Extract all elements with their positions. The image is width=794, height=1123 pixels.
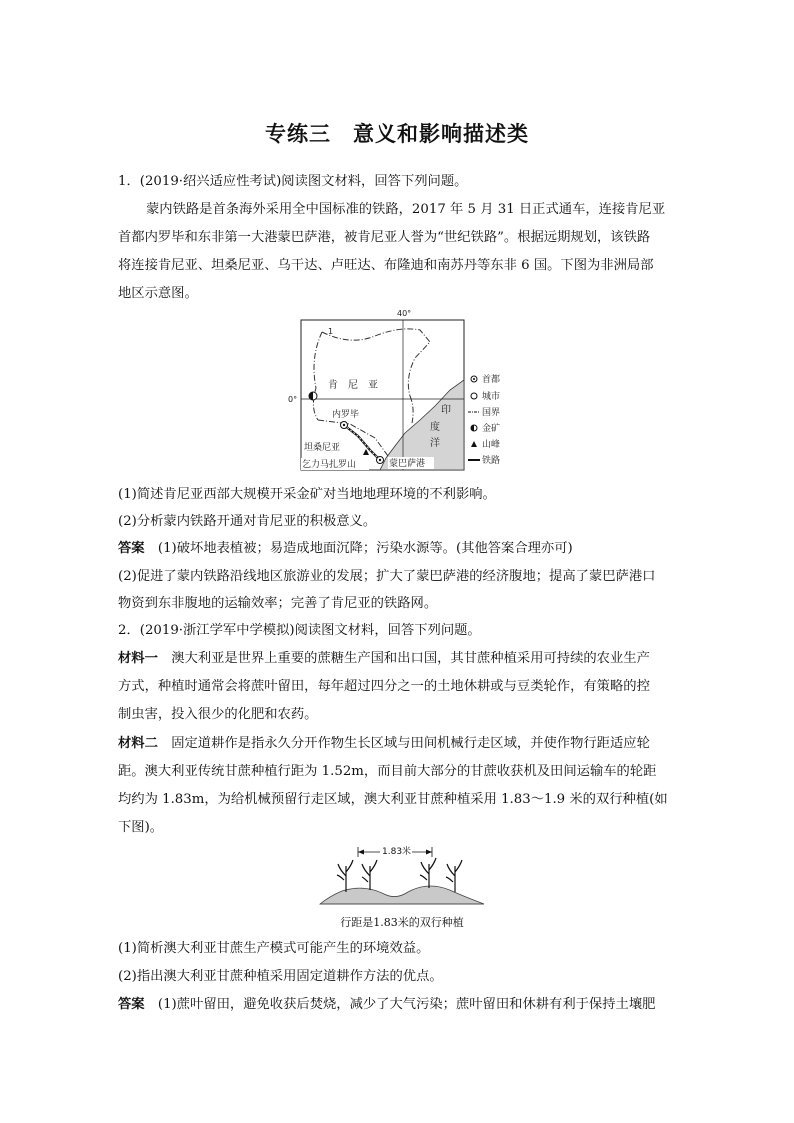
- city-label-nairobi: 内罗毕: [332, 410, 360, 420]
- q1-para-line: 首都内罗毕和东非第一大港蒙巴萨港，被肯尼亚人誉为“世纪铁路”。根据远期规划，该铁路: [118, 230, 651, 245]
- legend-item: 城市: [482, 392, 501, 402]
- q2-sub-question: (2)指出澳大利亚甘蔗种植采用固定道耕作方法的优点。: [118, 969, 443, 984]
- ocean-label: 印: [441, 405, 451, 416]
- cane-plant: [362, 860, 377, 890]
- figure-caption: 行距是1.83米的双行种植: [340, 916, 464, 929]
- q2-answer-line: [118, 996, 678, 1014]
- legend-item: 铁路: [482, 456, 501, 466]
- legend-item: 国界: [482, 408, 501, 418]
- ocean-label: 洋: [430, 438, 440, 449]
- material-label: 材料二: [118, 736, 158, 751]
- q1-para-line: 蒙内铁路是首条海外采用全中国标准的铁路，2017 年 5 月 31 日正式通车，连接肯尼亚: [146, 202, 666, 217]
- q2-sub-question: (1)简析澳大利亚甘蔗生产模式可能产生的环境效益。: [118, 941, 430, 956]
- port-label: 蒙巴萨港: [389, 459, 426, 469]
- dimension-label: 1.83米: [382, 847, 412, 857]
- country-label-kenya: 肯 尼 亚: [328, 380, 378, 391]
- q2-material-line: [118, 735, 678, 753]
- map-legend: [468, 373, 500, 466]
- answer-label: 答案: [118, 997, 145, 1012]
- q1-sub-question: (1)简述肯尼亚西部大规模开采金矿对当地地理环境的不利影响。: [118, 487, 496, 502]
- q2-material-line: 方式，种植时通常会将蔗叶留田，每年超过四分之一的土地休耕或与豆类轮作，有策略的控: [118, 679, 650, 694]
- longitude-label: 40°: [397, 309, 412, 318]
- material-label: 材料一: [118, 651, 158, 666]
- q2-header: 2．(2019·浙江学军中学模拟)阅读图文材料，回答下列问题。: [118, 623, 481, 638]
- ridge-ground: [320, 886, 484, 904]
- q1-para-line: 地区示意图。: [118, 286, 198, 301]
- q1-para-line: 将连接肯尼亚、坦桑尼亚、乌干达、卢旺达、布隆迪和南苏丹等东非 6 国。下图为非洲局部: [118, 258, 654, 273]
- q1-answer-line: [118, 540, 678, 558]
- q1-answer-line: (2)促进了蒙内铁路沿线地区旅游业的发展；扩大了蒙巴萨港的经济腹地；提高了蒙巴萨港口: [118, 569, 656, 584]
- cane-plant: [420, 858, 436, 888]
- answer-text: (1)破坏地表植被；易造成地面沉降；污染水源等。(其他答案合理亦可): [157, 541, 573, 556]
- q2-material-line: 均约为 1.83m，为给机械预留行走区域，澳大利亚甘蔗种植采用 1.83～1.9 米的双行种植(如: [118, 792, 668, 807]
- q2-material-line: [118, 650, 678, 668]
- material-text: 固定道耕作是指永久分开作物生长区域与田间机械行走区域，并使作物行距适应轮: [171, 736, 650, 751]
- sugarcane-figure: [318, 840, 486, 912]
- ocean-label: 度: [430, 422, 440, 433]
- legend-item: 首都: [482, 375, 501, 385]
- answer-text: (1)蔗叶留田，避免收获后焚烧，减少了大气污染；蔗叶留田和休耕有利于保持土壤肥: [157, 997, 656, 1012]
- q2-material-line: 制虫害，投入很少的化肥和农药。: [118, 707, 318, 722]
- cane-plant: [446, 860, 462, 892]
- boundary-number: 1: [328, 327, 334, 336]
- q2-material-line: 下图)。: [118, 820, 164, 835]
- q1-sub-question: (2)分析蒙内铁路开通对肯尼亚的积极意义。: [118, 514, 377, 529]
- africa-map: [280, 308, 520, 473]
- legend-item: 金矿: [482, 424, 501, 434]
- answer-label: 答案: [118, 541, 145, 556]
- latitude-label: 0°: [288, 395, 298, 404]
- q2-material-line: 距。澳大利亚传统甘蔗种植行距为 1.52m，而目前大部分的甘蔗收获机及田间运输车的轮距: [118, 764, 657, 779]
- cane-plant: [337, 860, 353, 892]
- country-label-tanzania: 坦桑尼亚: [304, 443, 341, 453]
- page-title: 专练三 意义和影响描述类: [265, 122, 529, 146]
- legend-item: 山峰: [482, 440, 501, 450]
- q1-answer-line: 物资到东非腹地的运输效率；完善了肯尼亚的铁路网。: [118, 596, 438, 611]
- q1-header: 1．(2019·绍兴适应性考试)阅读图文材料，回答下列问题。: [118, 174, 468, 189]
- peak-label: 乞力马扎罗山: [302, 460, 357, 470]
- material-text: 澳大利亚是世界上重要的蔗糖生产国和出口国，其甘蔗种植采用可持续的农业生产: [171, 651, 650, 666]
